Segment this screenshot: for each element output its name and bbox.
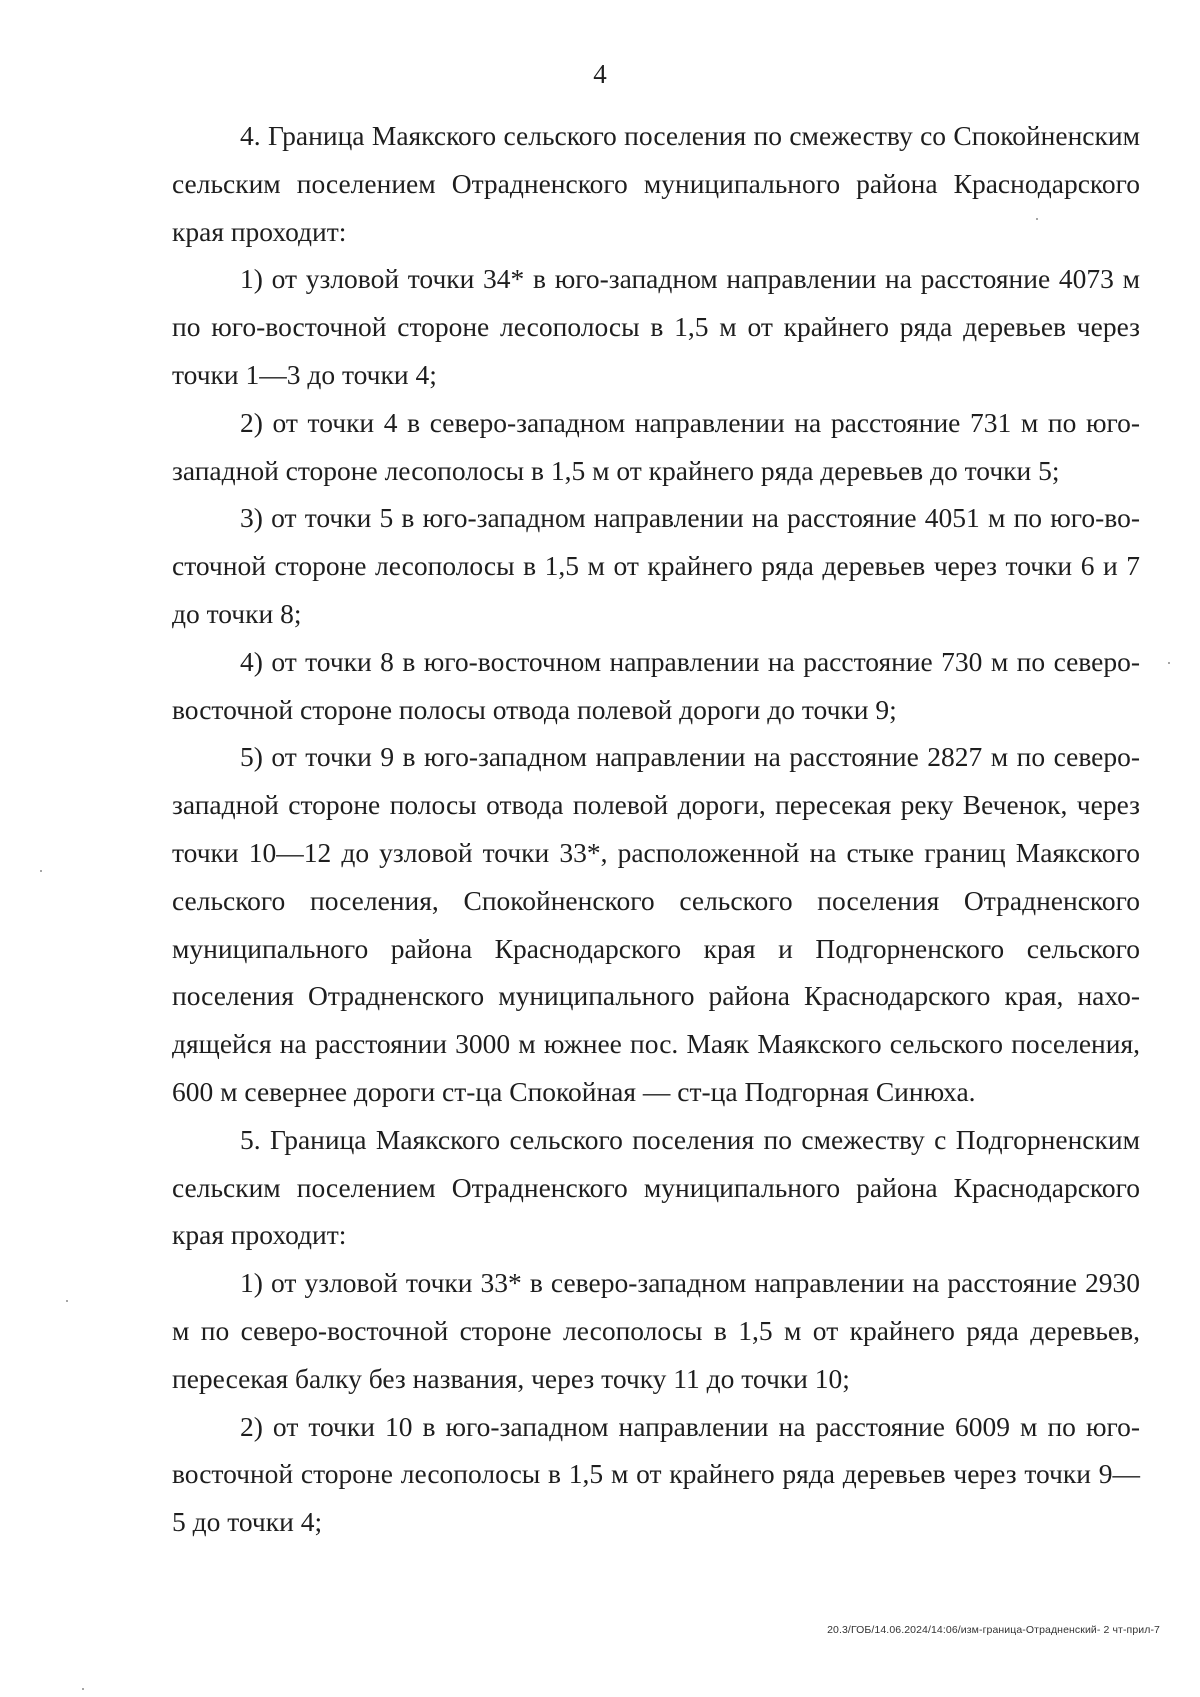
scan-speck	[1168, 662, 1170, 664]
paragraph-section-5-item-2: 2) от точки 10 в юго-западном направлении на расстояние 6009 м по юго-восточной стороне лесополосы в 1,5 м от крайнего ряда деревьев через точки 9—5 до точки 4;	[172, 1410, 1140, 1538]
paragraph-section-4-item-4: 4) от точки 8 в юго-восточном направлении на расстояние 730 м по северо-восточной стороне полосы отвода полевой дороги до точки 9;	[172, 645, 1140, 725]
paragraph-section-4-item-3: 3) от точки 5 в юго-западном направлении на расстояние 4051 м по юго-восточной стороне лесополосы в 1,5 м от крайнего ряда деревьев через точки 6 и 7 до точки 8;	[172, 502, 1140, 629]
paragraph-section-4-heading: 4. Граница Маякского сельского поселения по смежеству со Спокойненским сельским поселением Отрадненского муниципального района Краснодарского края проходит:	[172, 120, 1140, 247]
paragraph-section-4-item-1: 1) от узловой точки 34* в юго-западном направлении на расстояние 4073 м по юго-восточной стороне лесополосы в 1,5 м от крайнего ряда деревьев через точки 1—3 до точки 4;	[172, 263, 1140, 390]
document-body	[172, 112, 1140, 1546]
scan-speck	[1036, 218, 1038, 220]
paragraph-section-5-item-1: 1) от узловой точки 33* в северо-западном направлении на расстояние 2930 м по северо-восточной стороне лесополосы в 1,5 м от крайнего ряда деревьев, пересекая балку без названия, через точку 11 до точки 10;	[172, 1267, 1140, 1394]
paragraph-section-4-item-2: 2) от точки 4 в северо-западном направлении на расстояние 731 м по юго-западной стороне лесополосы в 1,5 м от крайнего ряда деревьев до точки 5;	[172, 406, 1140, 486]
page-number: 4	[593, 59, 607, 89]
scan-speck	[82, 1688, 84, 1690]
scan-speck	[66, 1300, 68, 1302]
paragraph-section-5-heading: 5. Граница Маякского сельского поселения по смежеству с Подгорненским сельским поселением Отрадненского муниципального района Краснодарского края проходит:	[172, 1123, 1140, 1251]
footer-file-reference: 20.3/ГОБ/14.06.2024/14:06/изм-граница-Отрадненский- 2 чт-прил-7	[827, 1624, 1160, 1636]
scan-speck	[40, 870, 42, 872]
paragraph-section-4-item-5: 5) от точки 9 в юго-западном направлении на расстояние 2827 м по северо-западной стороне полосы отвода полевой дороги, пересекая реку Веченок, через точки 10—12 до узловой точки 33*, расположенной на стыке границ Маякского сельского поселения, Спокойненского сельского поселения Отрадненского муниципального района Краснодарского края и Подгорненского сельского поселения Отрадненского муниципального района Краснодарского края, находящейся на расстоянии 3000 м южнее пос. Маяк Маякского сельского поселения, 600 м севернее дороги ст-ца Спокойная — ст-ца Подгорная Синюха.	[172, 741, 1140, 1107]
